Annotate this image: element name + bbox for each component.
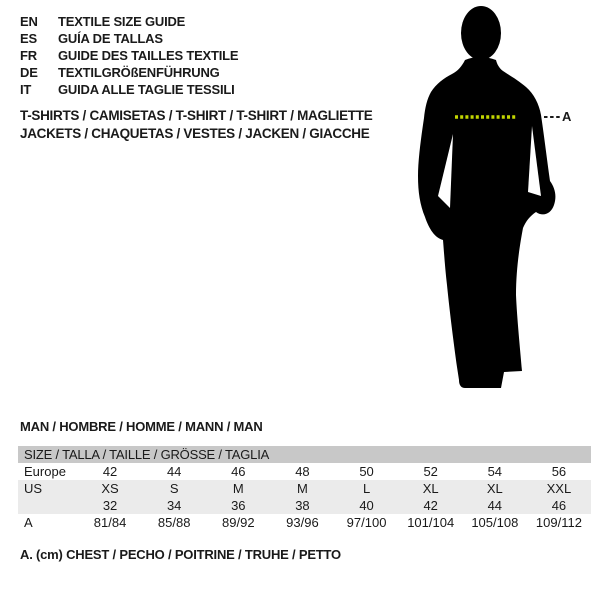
row-label: US [24, 481, 43, 496]
table-row-uk [18, 497, 591, 514]
size-cell: 93/96 [286, 515, 319, 530]
language-label: TEXTILGRÖßENFÜHRUNG [58, 65, 220, 80]
size-cell: 48 [295, 464, 310, 479]
size-cell: 40 [359, 498, 374, 513]
size-cell: 89/92 [222, 515, 255, 530]
size-cell: 54 [487, 464, 503, 479]
row-label: A [24, 515, 33, 530]
size-cell: 46 [231, 464, 246, 479]
size-cell: 42 [423, 498, 438, 513]
size-cell: 81/84 [93, 515, 127, 530]
size-table [18, 446, 591, 531]
category-jackets: JACKETS / CHAQUETAS / VESTES / JACKEN / GIACCHE [20, 126, 370, 141]
size-cell: XL [486, 481, 503, 496]
size-cell: 38 [295, 498, 310, 513]
language-label: GUIDE DES TAILLES TEXTILE [58, 48, 239, 63]
measure-a-label: A [562, 109, 572, 124]
language-code: ES [20, 31, 37, 46]
size-cell: M [232, 481, 244, 496]
size-cell: 101/104 [407, 515, 455, 530]
table-row-us [18, 480, 591, 497]
size-cell: 50 [359, 464, 374, 479]
language-label: GUÍA DE TALLAS [58, 31, 163, 46]
language-code: FR [20, 48, 37, 63]
size-cell: 46 [551, 498, 567, 513]
size-cell: 36 [231, 498, 246, 513]
size-cell: XS [101, 481, 119, 496]
size-cell: 52 [423, 464, 438, 479]
category-tshirts: T-SHIRTS / CAMISETAS / T-SHIRT / T-SHIRT / MAGLIETTE [20, 108, 373, 123]
size-table-header: SIZE / TALLA / TAILLE / GRÖSSE / TAGLIA [18, 446, 591, 463]
size-cell: 34 [166, 498, 182, 513]
silhouette-head [461, 6, 501, 60]
silhouette-body [418, 57, 555, 388]
table-row-europe [18, 463, 591, 480]
language-label: TEXTILE SIZE GUIDE [58, 14, 186, 29]
row-label: Europe [24, 464, 66, 479]
language-code: DE [20, 65, 38, 80]
size-cell: 42 [102, 464, 118, 479]
size-cell: S [169, 481, 179, 496]
size-cell: 56 [551, 464, 567, 479]
size-cell: XL [422, 481, 439, 496]
size-cell: 32 [102, 498, 118, 513]
size-cell: 44 [166, 464, 182, 479]
table-row-chest-cm [18, 514, 591, 531]
language-label: GUIDA ALLE TAGLIE TESSILI [58, 82, 235, 97]
size-cell: 109/112 [535, 515, 582, 530]
size-cell: 44 [487, 498, 503, 513]
size-cell: 97/100 [346, 515, 387, 530]
row-label [18, 497, 78, 514]
size-cell: 105/108 [471, 515, 519, 530]
size-cell: L [362, 481, 371, 496]
section-title: MAN / HOMBRE / HOMME / MANN / MAN [20, 419, 263, 434]
size-cell: XXL [546, 481, 572, 496]
size-cell: M [297, 481, 308, 496]
language-code: EN [20, 14, 38, 29]
measurement-footnote: A. (cm) CHEST / PECHO / POITRINE / TRUHE / PETTO [20, 547, 341, 562]
size-cell: 85/88 [157, 515, 191, 530]
language-code: IT [20, 82, 32, 97]
